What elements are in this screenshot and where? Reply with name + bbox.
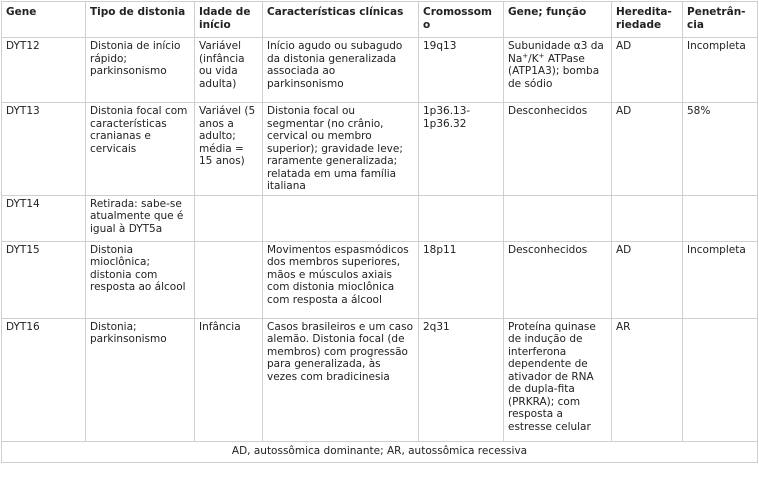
cell-cromossomo (419, 195, 504, 241)
sup-plus-a: + (522, 51, 529, 60)
header-cromossomo: Cromossomo (419, 2, 504, 38)
cell-penetrancia: Incompleta (683, 241, 758, 318)
table-row (2, 241, 758, 318)
cell-hereditariedade: AD (612, 38, 683, 103)
cell-cromossomo: 19q13 (419, 38, 504, 103)
cell-caracteristicas: Movimentos espasmódicos dos membros superiores, mãos e músculos axiais com distonia mioclônica com resposta a álcool (263, 241, 419, 318)
cell-cromossomo: 18p11 (419, 241, 504, 318)
cell-idade: Variável (infância ou vida adulta) (195, 38, 263, 103)
cell-hereditariedade (612, 195, 683, 241)
table-row (2, 195, 758, 241)
header-funcao: Gene; função (504, 2, 612, 38)
cell-gene: DYT15 (2, 241, 86, 318)
cell-tipo: Distonia focal com características cranianas e cervicais (86, 103, 195, 196)
cell-tipo: Distonia; parkinsonismo (86, 318, 195, 441)
header-idade: Idade de início (195, 2, 263, 38)
cell-tipo: Retirada: sabe-se atualmente que é igual à DYT5a (86, 195, 195, 241)
table-row (2, 103, 758, 196)
cell-idade (195, 241, 263, 318)
table-header-row (2, 2, 758, 38)
funcao-text-b: /K (528, 52, 539, 65)
cell-hereditariedade: AR (612, 318, 683, 441)
dystonia-genes-table (1, 1, 758, 463)
footnote: AD, autossômica dominante; AR, autossômica recessiva (2, 441, 758, 462)
cell-cromossomo: 2q31 (419, 318, 504, 441)
funcao-text-c: ATPase (ATP1A3); bomba de sódio (508, 52, 600, 90)
cell-caracteristicas (263, 195, 419, 241)
cell-idade: Variável (5 anos a adulto; média = 15 anos) (195, 103, 263, 196)
cell-caracteristicas: Início agudo ou subagudo da distonia generalizada associada ao parkinsonismo (263, 38, 419, 103)
cell-gene: DYT12 (2, 38, 86, 103)
cell-caracteristicas: Distonia focal ou segmentar (no crânio, cervical ou membro superior); gravidade leve; raramente generalizada; relatada em uma família italiana (263, 103, 419, 196)
sup-plus-b: + (538, 51, 545, 60)
cell-funcao: Proteína quinase de indução de interferona dependente de ativador de RNA de dupla-fita (PRKRA); com resposta a estresse celular (504, 318, 612, 441)
table-row (2, 318, 758, 441)
header-penetrancia: Penetrân-cia (683, 2, 758, 38)
cell-funcao: Desconhecidos (504, 241, 612, 318)
cell-funcao (504, 195, 612, 241)
cell-idade (195, 195, 263, 241)
cell-gene: DYT16 (2, 318, 86, 441)
cell-hereditariedade: AD (612, 103, 683, 196)
cell-penetrancia (683, 318, 758, 441)
cell-penetrancia: Incompleta (683, 38, 758, 103)
cell-gene: DYT13 (2, 103, 86, 196)
footnote-row (2, 441, 758, 462)
header-caracteristicas: Características clínicas (263, 2, 419, 38)
cell-tipo: Distonia de início rápido; parkinsonismo (86, 38, 195, 103)
table-row (2, 38, 758, 103)
funcao-text-a: Subunidade α3 da Na (508, 40, 604, 65)
cell-funcao: Desconhecidos (504, 103, 612, 196)
cell-penetrancia: 58% (683, 103, 758, 196)
cell-penetrancia (683, 195, 758, 241)
header-gene: Gene (2, 2, 86, 38)
header-tipo: Tipo de distonia (86, 2, 195, 38)
cell-gene: DYT14 (2, 195, 86, 241)
cell-hereditariedade: AD (612, 241, 683, 318)
header-hereditariedade: Heredita-riedade (612, 2, 683, 38)
cell-funcao (504, 38, 612, 103)
cell-idade: Infância (195, 318, 263, 441)
cell-caracteristicas: Casos brasileiros e um caso alemão. Distonia focal (de membros) com progressão para generalizada, às vezes com bradicinesia (263, 318, 419, 441)
cell-cromossomo: 1p36.13-1p36.32 (419, 103, 504, 196)
cell-tipo: Distonia mioclônica; distonia com resposta ao álcool (86, 241, 195, 318)
